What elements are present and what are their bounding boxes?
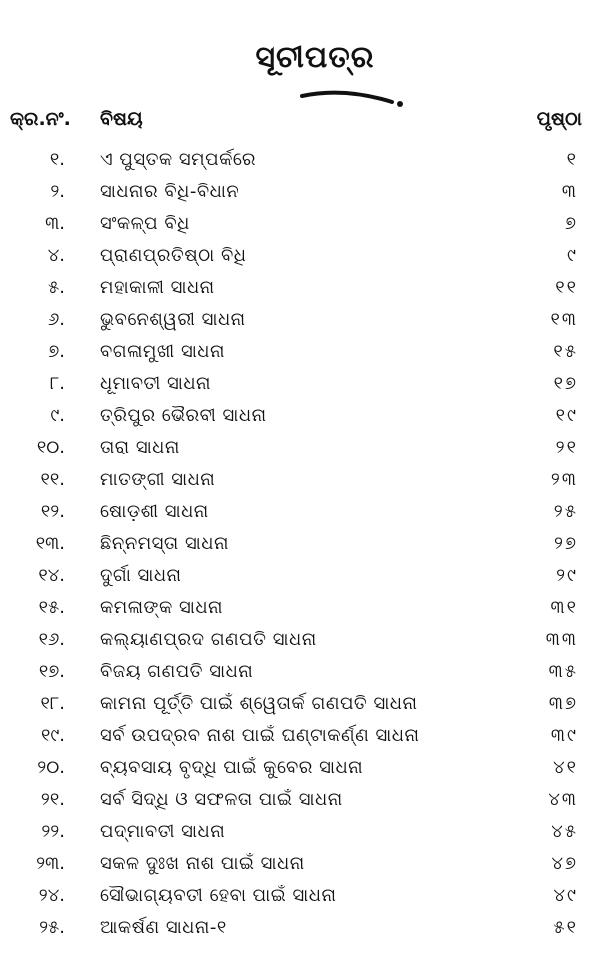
entry-number: ୨୦. xyxy=(37,757,65,778)
entry-subject: ଆକର୍ଷଣ ସାଧନା-୧ xyxy=(100,917,227,938)
entry-number: ୧୧. xyxy=(40,469,65,490)
entry-subject: ସାଧନାର ବିଧି-ବିଧାନ xyxy=(100,181,240,202)
entry-number: ୮. xyxy=(49,373,65,394)
header-page: ପୃଷ୍ଠା xyxy=(536,108,582,130)
entry-number: ୧୪. xyxy=(38,565,65,586)
entry-number: ୧୭. xyxy=(38,661,65,682)
entry-subject: ସୌଭାଗ୍ୟବତୀ ହେବା ପାଇଁ ସାଧନା xyxy=(100,885,337,906)
contents-entry xyxy=(0,720,600,752)
entry-subject: ସର୍ବ ସିଦ୍ଧି ଓ ସଫଳତା ପାଇଁ ସାଧନା xyxy=(100,789,343,810)
entry-page-number: ୨୯ xyxy=(556,565,578,586)
entry-page-number: ୩୩ xyxy=(545,629,578,650)
contents-entry xyxy=(0,752,600,784)
entry-subject: ବଗଳାମୁଖୀ ସାଧନା xyxy=(100,341,225,362)
contents-entry xyxy=(0,624,600,656)
entry-page-number: ୧୫ xyxy=(553,341,578,362)
column-header-row xyxy=(0,108,600,138)
contents-entry xyxy=(0,400,600,432)
entry-number: ୬. xyxy=(47,309,65,330)
entry-number: ୩. xyxy=(45,213,65,234)
contents-entry xyxy=(0,240,600,272)
contents-entry xyxy=(0,432,600,464)
entry-subject: ସଂକଳ୍ପ ବିଧି xyxy=(100,213,190,234)
entry-number: ୨୪. xyxy=(38,885,65,906)
entry-number: ୫. xyxy=(48,277,65,298)
entry-number: ୯. xyxy=(50,405,65,426)
entry-page-number: ୩୫ xyxy=(548,661,578,682)
entry-page-number: ୨୩ xyxy=(550,469,578,490)
contents-entry xyxy=(0,144,600,176)
entry-page-number: ୧୯ xyxy=(555,405,578,426)
entry-subject: ଦୁର୍ଗା ସାଧନା xyxy=(100,565,182,586)
entry-page-number: ୪୩ xyxy=(548,789,578,810)
entry-number: ୧୦. xyxy=(36,437,65,458)
contents-entry xyxy=(0,560,600,592)
entry-subject: ଧୂମାବତୀ ସାଧନା xyxy=(100,373,212,394)
entry-number: ୧୮. xyxy=(40,693,65,714)
entry-page-number: ୩୯ xyxy=(550,725,578,746)
contents-entry xyxy=(0,176,600,208)
entry-subject: ପଦ୍ମାବତୀ ସାଧନା xyxy=(100,821,226,842)
entry-subject: କଲ୍ୟାଣପ୍ରଦ ଗଣପତି ସାଧନା xyxy=(100,629,317,650)
entry-number: ୨୨. xyxy=(41,821,65,842)
entry-subject: ତ୍ରିପୁର ଭୈରବୀ ସାଧନା xyxy=(100,405,267,426)
entry-subject: ସର୍ବ ଉପଦ୍ରବ ନାଶ ପାଇଁ ଘଣ୍ଟାକର୍ଣ୍ଣ ସାଧନା xyxy=(100,725,420,746)
entry-subject: ସକଳ ଦୁଃଖ ନାଶ ପାଇଁ ସାଧନା xyxy=(100,853,305,874)
contents-entry xyxy=(0,912,600,944)
entry-subject: ଛିନ୍ନମସ୍ତା ସାଧନା xyxy=(100,533,229,554)
entry-page-number: ୧ xyxy=(566,149,578,170)
contents-entry xyxy=(0,688,600,720)
entry-subject: ତାରା ସାଧନା xyxy=(100,437,180,458)
entry-number: ୧୯. xyxy=(40,725,65,746)
entry-page-number: ୨୫ xyxy=(553,501,578,522)
contents-entry xyxy=(0,848,600,880)
entry-page-number: ୪୭ xyxy=(551,853,578,874)
contents-entry xyxy=(0,816,600,848)
entry-page-number: ୧୧ xyxy=(555,277,578,298)
entry-number: ୧. xyxy=(49,149,65,170)
entry-number: ୨୩. xyxy=(36,853,65,874)
entry-number: ୧୨. xyxy=(40,501,65,522)
header-subject: ବିଷୟ xyxy=(100,108,143,130)
entry-page-number: ୪୫ xyxy=(551,821,578,842)
contents-entry xyxy=(0,784,600,816)
contents-entry xyxy=(0,336,600,368)
entry-number: ୨. xyxy=(50,181,65,202)
contents-entry xyxy=(0,304,600,336)
entry-subject: ଏ ପୁସ୍ତକ ସମ୍ପର୍କରେ xyxy=(100,149,257,170)
entry-page-number: ୩୭ xyxy=(548,693,578,714)
entry-subject: ବିଜୟ ଗଣପତି ସାଧନା xyxy=(100,661,254,682)
contents-entry xyxy=(0,880,600,912)
page-title: ସୂଚୀପତ୍ର xyxy=(255,40,375,75)
entry-subject: ମହାକାଳୀ ସାଧନା xyxy=(100,277,215,298)
entry-subject: ବ୍ୟବସାୟ ବୃଦ୍ଧି ପାଇଁ କୁବେର ସାଧନା xyxy=(100,757,364,778)
contents-entry xyxy=(0,656,600,688)
contents-entry xyxy=(0,528,600,560)
contents-entry xyxy=(0,464,600,496)
entry-subject: ମାତଙ୍ଗୀ ସାଧନା xyxy=(100,469,216,490)
contents-entry xyxy=(0,272,600,304)
entry-subject: କାମନା ପୂର୍ତ୍ତି ପାଇଁ ଶ୍ୱେତାର୍କ ଗଣପତି ସାଧନା xyxy=(100,693,418,714)
entry-page-number: ୪୯ xyxy=(553,885,578,906)
entry-number: ୪. xyxy=(47,245,65,266)
entry-number: ୧୬. xyxy=(38,629,65,650)
contents-entry xyxy=(0,208,600,240)
title-flourish-ornament xyxy=(300,88,410,108)
entry-number: ୧୫. xyxy=(38,597,65,618)
contents-list xyxy=(0,144,600,944)
entry-page-number: ୩ xyxy=(561,181,578,202)
entry-page-number: ୯ xyxy=(567,245,578,266)
contents-entry xyxy=(0,592,600,624)
entry-subject: କମଳାଙ୍କ ସାଧନା xyxy=(100,597,223,618)
contents-entry xyxy=(0,368,600,400)
entry-subject: ଭୁବନେଶ୍ୱରୀ ସାଧନା xyxy=(100,309,246,330)
entry-page-number: ୭ xyxy=(564,213,578,234)
entry-page-number: ୪୧ xyxy=(553,757,578,778)
entry-page-number: ୧୭ xyxy=(553,373,578,394)
entry-number: ୭. xyxy=(48,341,65,362)
entry-number: ୧୩. xyxy=(35,533,65,554)
entry-page-number: ୩୧ xyxy=(550,597,578,618)
entry-subject: ପ୍ରାଣପ୍ରତିଷ୍ଠା ବିଧି xyxy=(100,245,247,266)
entry-number: ୨୧. xyxy=(40,789,65,810)
header-serial: କ୍ର.ନଂ. xyxy=(10,108,71,130)
entry-page-number: ୧୩ xyxy=(550,309,578,330)
contents-entry xyxy=(0,496,600,528)
entry-number: ୨୫. xyxy=(39,917,65,938)
entry-page-number: ୨୭ xyxy=(554,533,578,554)
entry-page-number: ୫୧ xyxy=(553,917,578,938)
entry-subject: ଷୋଡ଼ଶୀ ସାଧନା xyxy=(100,501,209,522)
entry-page-number: ୨୧ xyxy=(555,437,578,458)
